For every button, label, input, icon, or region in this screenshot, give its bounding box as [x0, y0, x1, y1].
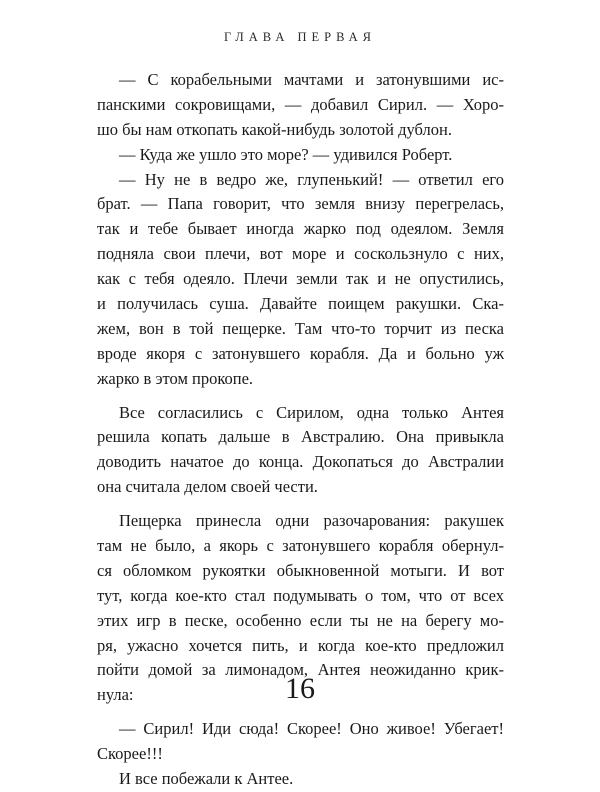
text-line: жем, вон в той пещерке. Там что-то торчит из песка — [97, 318, 504, 338]
text-line: И все побежали к Антее. — [119, 769, 294, 789]
text-line: доводить начатое до конца. Докопаться до Австралии — [97, 452, 504, 472]
text-line: — Ну не в ведро же, глупенький! — ответил его — [119, 169, 504, 189]
paragraph — [97, 68, 504, 143]
text-line: — Куда же ушло это море? — удивился Роберт. — [119, 144, 453, 164]
page-number: 16 — [285, 672, 315, 705]
paragraph — [97, 717, 504, 767]
text-line: жарко в этом прокопе. — [97, 368, 254, 388]
text-line: Все согласились с Сирилом, одна только Антея — [119, 402, 504, 422]
paragraph-gap — [97, 708, 504, 717]
text-line: пойти домой за лимонадом, Антея неожиданно крик- — [97, 660, 504, 680]
text-line: панскими сокровищами, — добавил Сирил. — Хоро- — [97, 94, 504, 114]
text-line: этих игр в песке, особенно если ты не на берегу мо- — [97, 610, 504, 630]
text-line: шо бы нам откопать какой-нибудь золотой дублон. — [97, 119, 452, 139]
text-line: и получилась суша. Давайте поищем ракушки. Ска- — [97, 294, 504, 314]
paragraph-gap — [97, 500, 504, 509]
text-line: так и тебе бывает иногда жарко под одеялом. Земля — [97, 219, 504, 239]
text-line: брат. — Папа говорит, что земля внизу перегрелась, — [97, 194, 504, 214]
text-line: там не было, а якорь с затонувшего корабля обернул- — [97, 536, 504, 556]
text-line: — С корабельными мачтами и затонувшими ис- — [119, 70, 504, 89]
paragraph-gap — [97, 392, 504, 401]
text-line: подняла свои плечи, вот море и соскользнуло с них, — [97, 244, 504, 264]
paragraph — [97, 143, 504, 168]
text-line: вроде якоря с затонувшего корабля. Да и больно уж — [97, 343, 504, 363]
text-line: нула: — [97, 685, 134, 705]
paragraph — [97, 168, 504, 392]
text-line: — Сирил! Иди сюда! Скорее! Оно живое! Убегает! — [119, 719, 504, 739]
text-line: решила копать дальше в Австралию. Она привыкла — [97, 427, 504, 447]
text-line: ся обломком рукоятки обыкновенной мотыги. И вот — [97, 560, 504, 580]
text-line: Скорее!!! — [97, 744, 163, 764]
text-line: она считала делом своей чести. — [97, 477, 318, 497]
paragraph — [97, 767, 504, 792]
running-head: ГЛАВА ПЕРВАЯ — [223, 30, 377, 44]
text-line: Пещерка принесла одни разочарования: ракушек — [119, 511, 504, 531]
text-line: ря, ужасно хочется пить, и когда кое-кто предложил — [97, 635, 504, 655]
paragraph — [97, 401, 504, 501]
text-line: как с тебя одеяло. Плечи земли так и не опустились, — [97, 269, 504, 289]
text-line: тут, когда кое-кто стал подумывать о том, что от всех — [97, 585, 504, 605]
